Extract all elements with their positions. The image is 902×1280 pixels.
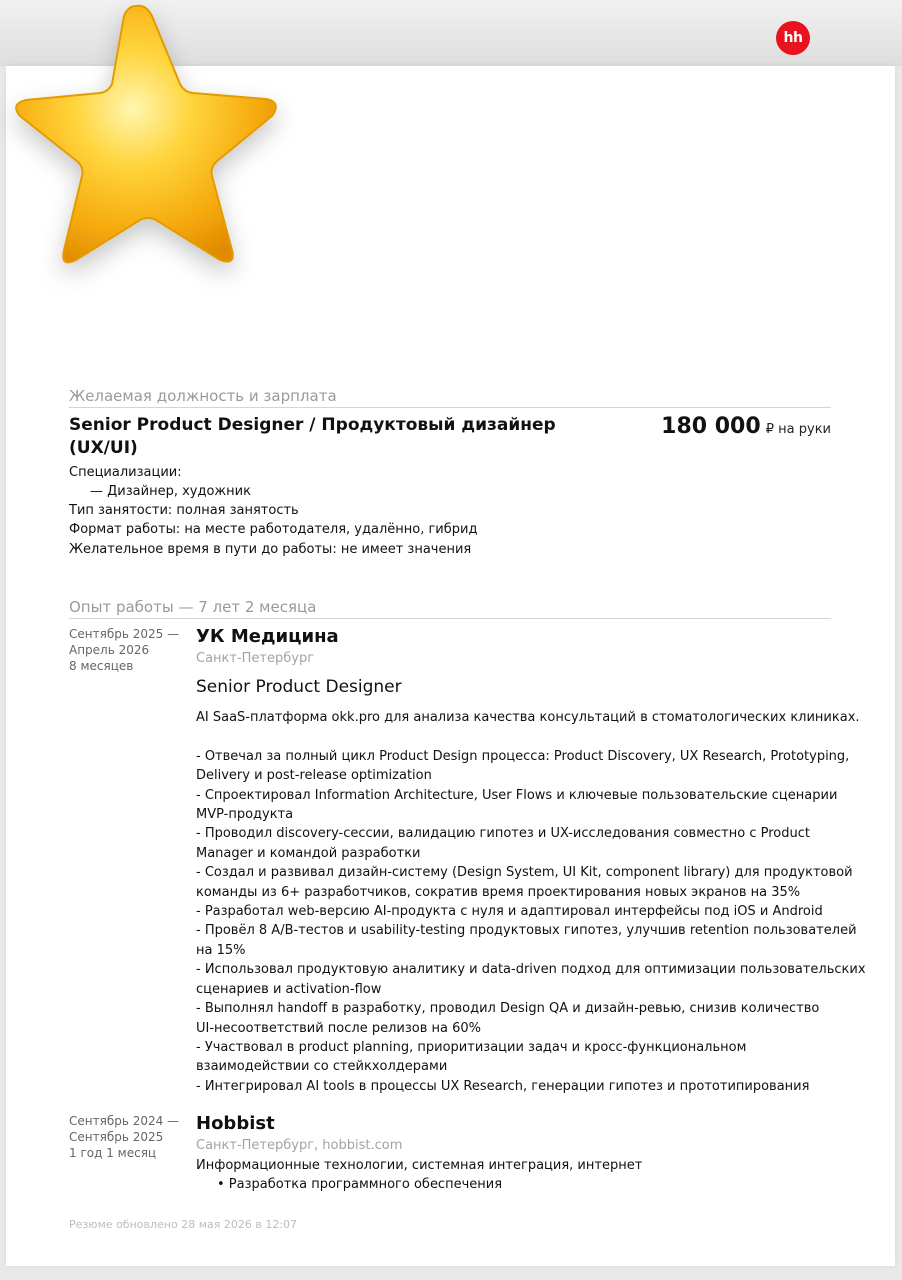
description-line: взаимодействии со стейкхолдерами	[196, 1059, 448, 1075]
employment-type: Тип занятости: полная занятость	[69, 503, 299, 518]
job-position: Senior Product Designer	[196, 677, 402, 697]
hh-logo[interactable]: hh	[776, 21, 810, 55]
description-line: команды из 6+ разработчиков, сократив время проектирования новых экранов на 35%	[196, 884, 801, 900]
description-line: - Проводил discovery-сессии, валидацию гипотез и UX-исследования совместно с Product	[196, 826, 810, 842]
job-end-date: Апрель 2026	[69, 643, 150, 657]
job-start-date: Сентябрь 2024 —	[69, 1114, 180, 1128]
company-city: Санкт-Петербург	[196, 651, 315, 666]
description-line: - Участвовал в product planning, приоритизации задач и кросс-функциональном	[196, 1039, 747, 1055]
industry-item: • Разработка программного обеспечения	[217, 1177, 503, 1192]
description-line: Delivery и post-release optimization	[196, 768, 432, 784]
description-line: - Использовал продуктовую аналитику и data-driven подход для оптимизации пользовательских	[196, 962, 866, 978]
description-line: AI SaaS-платформа okk.pro для анализа качества консультаций в стоматологических клиниках.	[196, 710, 860, 725]
description-line: - Провёл 8 A/B-тестов и usability-testing продуктовых гипотез, улучшив retention пользователей	[196, 923, 857, 939]
salary-amount: 180 000	[661, 414, 761, 439]
experience-section-title: Опыт работы — 7 лет 2 месяца	[69, 597, 831, 619]
description-line: сценариев и activation-flow	[196, 981, 382, 997]
description-line: - Выполнял handoff в разработку, проводил Design QA и дизайн-ревью, снизив количество	[196, 1001, 820, 1017]
desired-section-title: Желаемая должность и зарплата	[69, 386, 831, 408]
specializations-label: Специализации:	[69, 465, 182, 480]
description-line: - Разработал web-версию AI-продукта с нуля и адаптировал интерфейсы под iOS и Android	[196, 904, 823, 920]
description-line: - Отвечал за полный цикл Product Design процесса: Product Discovery, UX Research, Prototyping,	[196, 748, 850, 764]
specialization-item: — Дизайнер, художник	[90, 484, 251, 499]
job-dates	[69, 1113, 189, 1161]
description-line: - Спроектировал Information Architecture, User Flows и ключевые пользовательские сценарии	[196, 787, 838, 803]
description-line	[196, 727, 846, 746]
company-industry: Информационные технологии, системная интеграция, интернет	[196, 1158, 643, 1173]
job-description	[196, 708, 866, 1096]
company-city: Санкт-Петербург, hobbist.com	[196, 1138, 403, 1153]
star-icon	[0, 0, 296, 322]
description-line: UI-несоответствий после релизов на 60%	[196, 1020, 482, 1036]
desired-job-title: Senior Product Designer / Продуктовый дизайнер (UX/UI)	[69, 415, 556, 458]
description-line: - Интегрировал AI tools в процессы UX Research, генерации гипотез и прототипирования	[196, 1078, 810, 1094]
job-end-date: Сентябрь 2025	[69, 1130, 164, 1144]
description-line: - Создал и развивал дизайн-систему (Design System, UI Kit, component library) для продуктовой	[196, 865, 853, 881]
commute-time: Желательное время в пути до работы: не имеет значения	[69, 542, 472, 557]
job-dates	[69, 626, 189, 674]
salary-suffix: ₽ на руки	[765, 422, 831, 437]
description-line: на 15%	[196, 942, 246, 958]
job-start-date: Сентябрь 2025 —	[69, 627, 180, 641]
resume-updated: Резюме обновлено 28 мая 2026 в 12:07	[69, 1218, 298, 1231]
job-duration: 8 месяцев	[69, 659, 134, 673]
company-name: Hobbist	[196, 1113, 275, 1134]
company-name: УК Медицина	[196, 626, 339, 647]
job-duration: 1 год 1 месяц	[69, 1146, 157, 1160]
description-line: MVP-продукта	[196, 807, 294, 823]
work-format: Формат работы: на месте работодателя, удалённо, гибрид	[69, 522, 478, 537]
description-line: Manager и командой разработки	[196, 845, 421, 861]
salary	[661, 414, 831, 439]
